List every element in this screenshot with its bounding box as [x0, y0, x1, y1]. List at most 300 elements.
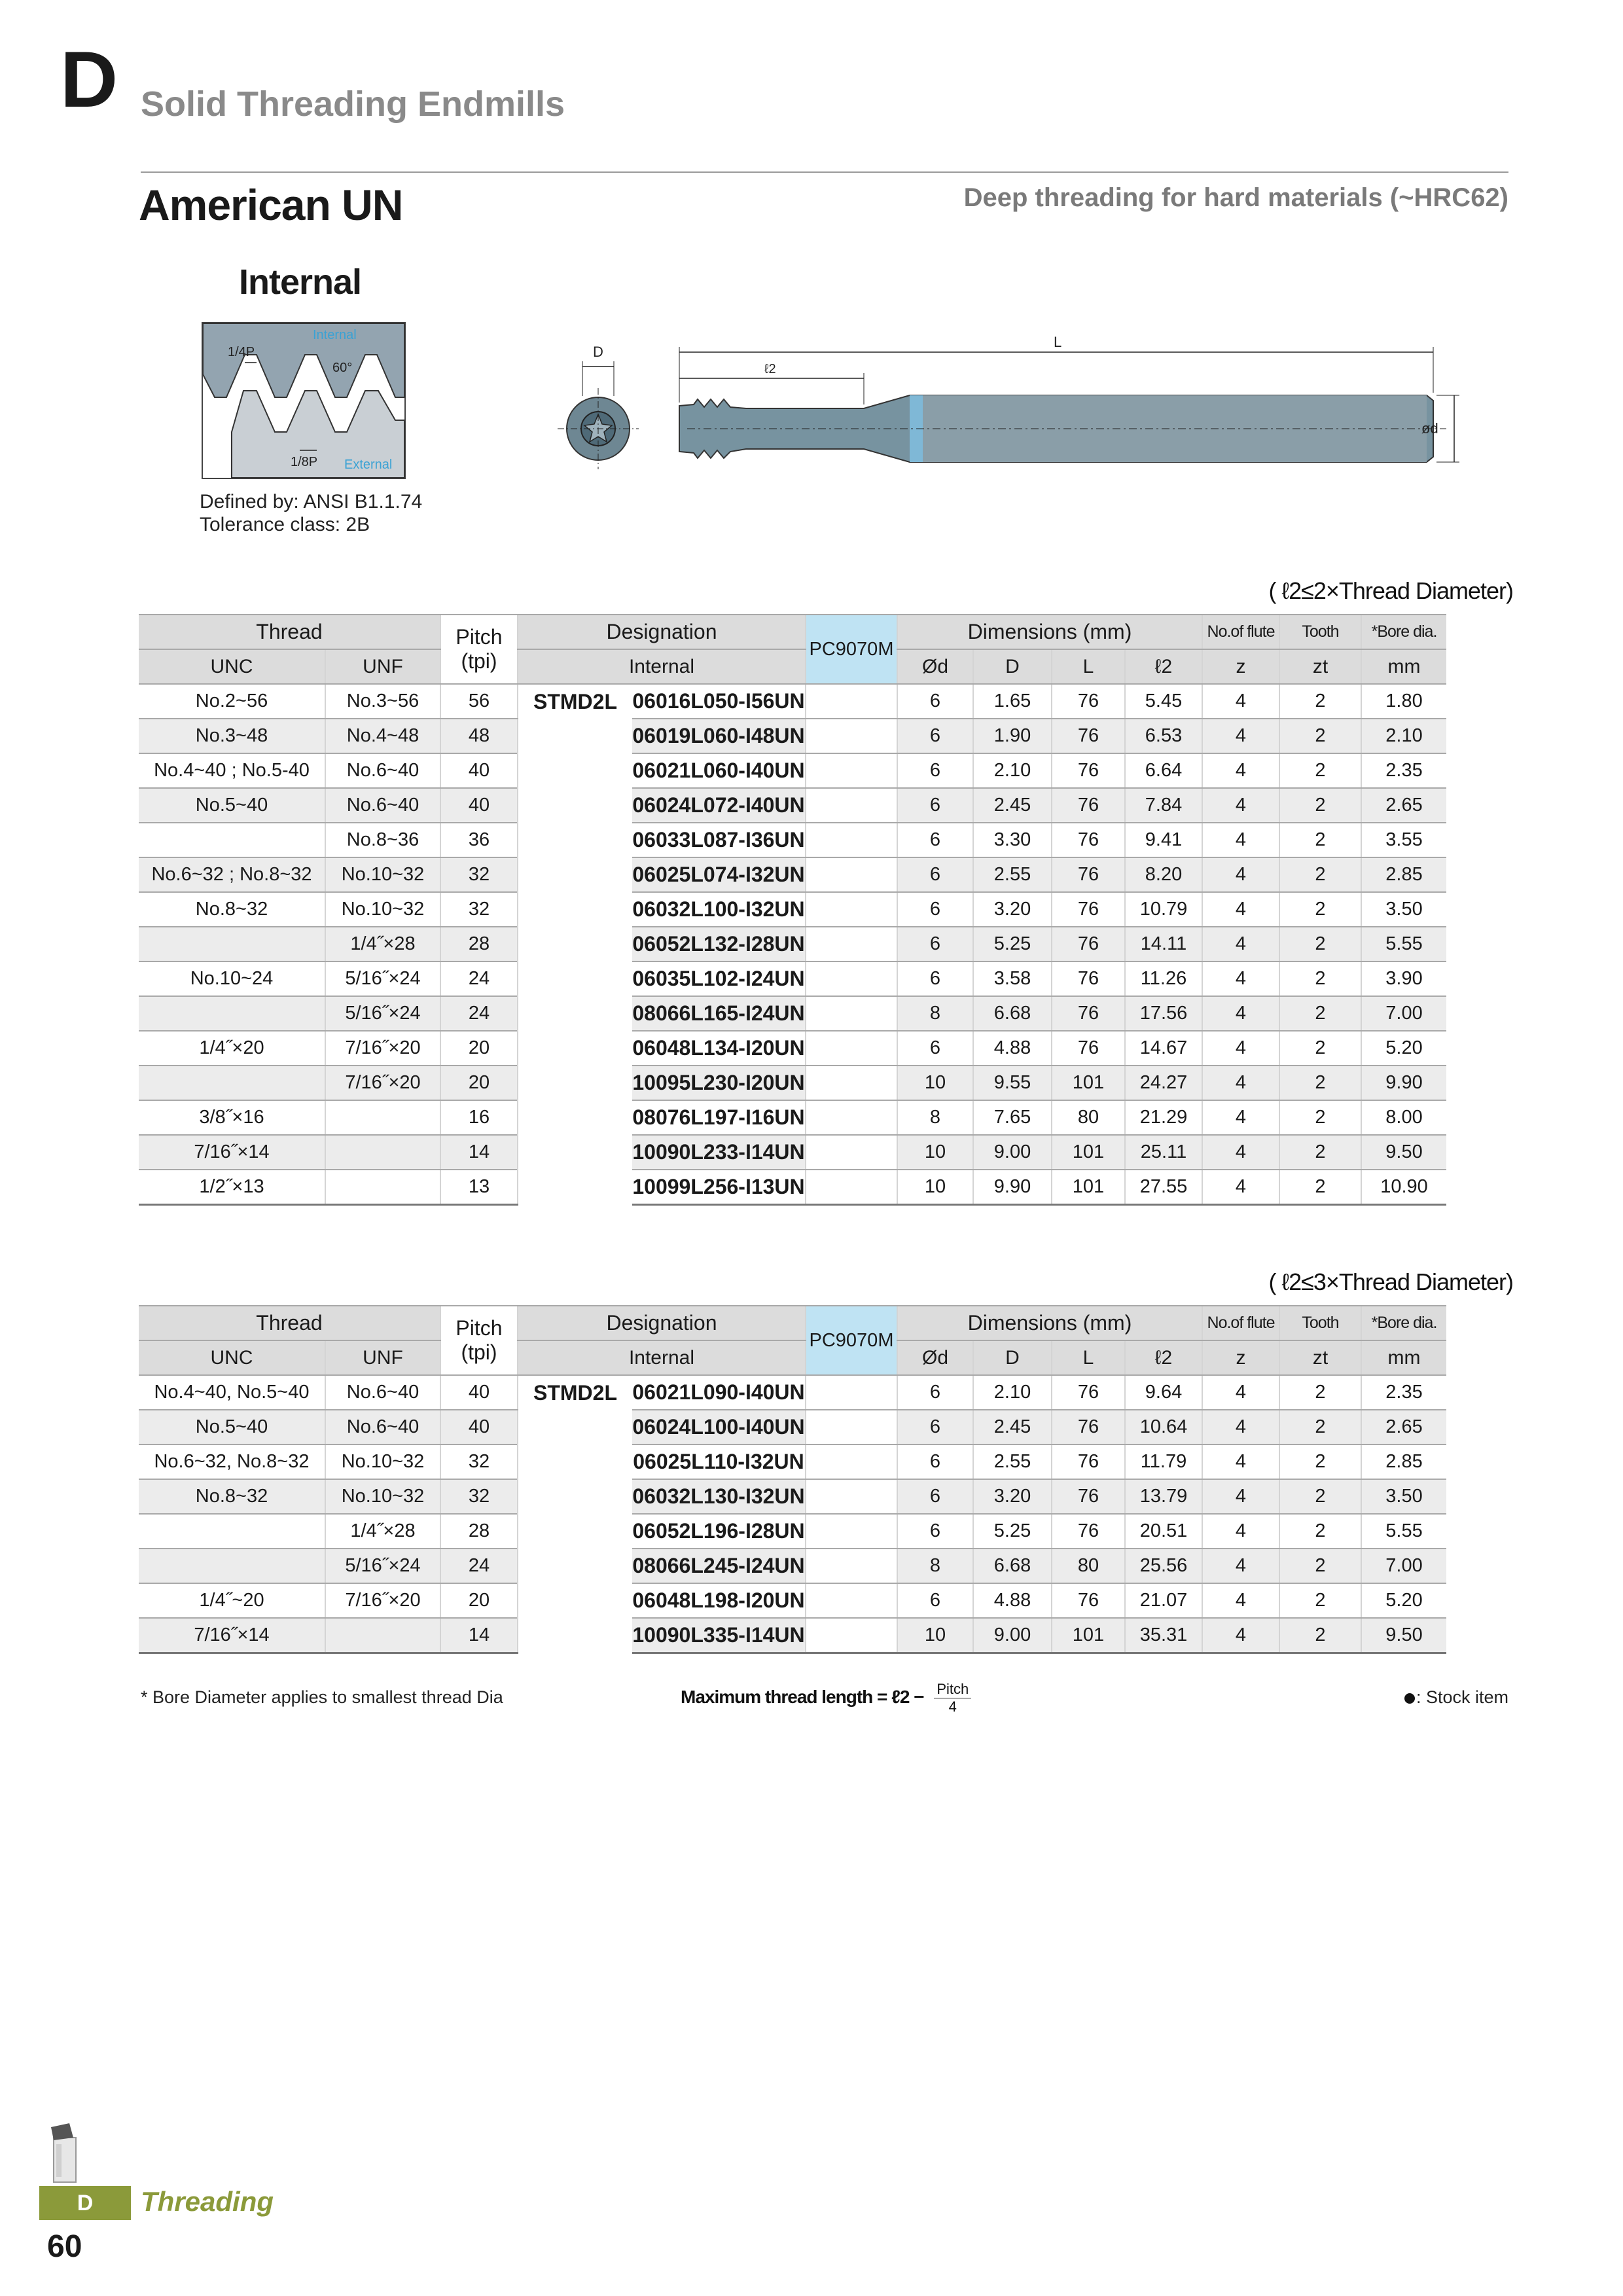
- pitch-cell: 14: [440, 1618, 518, 1653]
- zt-cell: 2: [1279, 788, 1361, 823]
- zt-cell: 2: [1279, 1549, 1361, 1583]
- stock-indicator-cell: [806, 1100, 897, 1135]
- designation-code-cell: 06024L072-I40UN: [632, 788, 806, 823]
- l-cell: 76: [1052, 892, 1125, 927]
- table-row: [139, 892, 1446, 927]
- unf-cell: No.8~36: [325, 823, 440, 857]
- label-shank-dia: ød: [1421, 420, 1438, 437]
- designation-code-cell: 06025L110-I32UN: [632, 1444, 806, 1479]
- od-cell: 6: [897, 892, 973, 927]
- table-row: [139, 1549, 1446, 1583]
- zt-cell: 2: [1279, 719, 1361, 753]
- bore-cell: 5.20: [1361, 1583, 1446, 1618]
- bore-cell: 9.50: [1361, 1618, 1446, 1653]
- d-cell: 2.10: [973, 753, 1052, 788]
- zt-cell: 2: [1279, 961, 1361, 996]
- unf-cell: No.10~32: [325, 1479, 440, 1514]
- stock-indicator-cell: [806, 823, 897, 857]
- z-cell: 4: [1202, 823, 1279, 857]
- od-cell: 8: [897, 1549, 973, 1583]
- pitch-cell: 20: [440, 1066, 518, 1100]
- l-cell: 76: [1052, 1375, 1125, 1410]
- label-external: External: [344, 457, 393, 472]
- pitch-cell: 24: [440, 1549, 518, 1583]
- od-header: Ød: [897, 649, 973, 684]
- designation-header: Designation: [518, 615, 806, 649]
- od-cell: 6: [897, 1583, 973, 1618]
- unc-cell: No.6~32, No.8~32: [139, 1444, 325, 1479]
- z-cell: 4: [1202, 1031, 1279, 1066]
- end-view: [558, 344, 639, 469]
- unc-cell: 3/8˝×16: [139, 1100, 325, 1135]
- l2-cell: 10.79: [1125, 892, 1202, 927]
- table-row: [139, 1444, 1446, 1479]
- d-cell: 2.45: [973, 1410, 1052, 1444]
- l-cell: 76: [1052, 1031, 1125, 1066]
- od-cell: 6: [897, 823, 973, 857]
- zt-cell: 2: [1279, 1100, 1361, 1135]
- stock-indicator-cell: [806, 1479, 897, 1514]
- z-cell: 4: [1202, 892, 1279, 927]
- unf-cell: 7/16˝×20: [325, 1031, 440, 1066]
- zt-cell: 2: [1279, 823, 1361, 857]
- side-view: [679, 334, 1459, 462]
- label-eighth-pitch: 1/8P: [291, 455, 318, 469]
- thread-header: Thread: [139, 1306, 440, 1340]
- unc-cell: No.8~32: [139, 1479, 325, 1514]
- l-cell: 76: [1052, 996, 1125, 1031]
- l2-header: ℓ2: [1125, 649, 1202, 684]
- bore-cell: 3.55: [1361, 823, 1446, 857]
- table2-condition: ( ℓ2≤3×Thread Diameter): [1268, 1268, 1513, 1295]
- l2-cell: 9.64: [1125, 1375, 1202, 1410]
- od-header: Ød: [897, 1340, 973, 1375]
- unf-cell: 5/16˝×24: [325, 1549, 440, 1583]
- designation-code-cell: 06048L198-I20UN: [632, 1583, 806, 1618]
- pitch-cell: 28: [440, 1514, 518, 1549]
- unc-cell: No.4~40 ; No.5-40: [139, 753, 325, 788]
- unc-cell: 7/16˝×14: [139, 1135, 325, 1170]
- l-cell: 76: [1052, 1479, 1125, 1514]
- z-cell: 4: [1202, 1514, 1279, 1549]
- label-d-cutting: D: [593, 344, 603, 360]
- stock-dot-icon: [1404, 1693, 1415, 1704]
- bore-header: *Bore dia.: [1361, 1306, 1446, 1340]
- unc-cell: No.6~32 ; No.8~32: [139, 857, 325, 892]
- bore-footnote: * Bore Diameter applies to smallest thread Dia: [141, 1687, 503, 1707]
- bore-cell: 2.35: [1361, 753, 1446, 788]
- unc-cell: 1/4˝×20: [139, 1031, 325, 1066]
- d-cell: 6.68: [973, 1549, 1052, 1583]
- pitch-cell: 32: [440, 1479, 518, 1514]
- l-cell: 76: [1052, 1514, 1125, 1549]
- label-l2: ℓ2: [764, 362, 776, 376]
- table-row: [139, 927, 1446, 961]
- unf-cell: 7/16˝×20: [325, 1583, 440, 1618]
- zt-cell: 2: [1279, 1170, 1361, 1205]
- unc-cell: No.4~40, No.5~40: [139, 1375, 325, 1410]
- stock-indicator-cell: [806, 684, 897, 719]
- stock-indicator-cell: [806, 927, 897, 961]
- designation-code-cell: 10095L230-I20UN: [632, 1066, 806, 1100]
- table-row: [139, 753, 1446, 788]
- od-cell: 6: [897, 753, 973, 788]
- label-internal: Internal: [313, 328, 357, 342]
- l2-cell: 14.67: [1125, 1031, 1202, 1066]
- stock-legend-text: : Stock item: [1416, 1687, 1508, 1707]
- od-cell: 6: [897, 961, 973, 996]
- designation-code-cell: 06052L196-I28UN: [632, 1514, 806, 1549]
- table1-condition: ( ℓ2≤2×Thread Diameter): [1268, 577, 1513, 604]
- bore-cell: 1.80: [1361, 684, 1446, 719]
- pitch-cell: 16: [440, 1100, 518, 1135]
- od-cell: 6: [897, 857, 973, 892]
- pitch-cell: 32: [440, 857, 518, 892]
- stock-indicator-cell: [806, 1170, 897, 1205]
- bore-cell: 5.55: [1361, 1514, 1446, 1549]
- unc-cell: [139, 1549, 325, 1583]
- zt-cell: 2: [1279, 684, 1361, 719]
- unf-cell: [325, 1135, 440, 1170]
- designation-code-cell: 06032L130-I32UN: [632, 1479, 806, 1514]
- l2-cell: 21.29: [1125, 1100, 1202, 1135]
- l2-cell: 27.55: [1125, 1170, 1202, 1205]
- z-cell: 4: [1202, 684, 1279, 719]
- od-cell: 6: [897, 1444, 973, 1479]
- dimensions-header: Dimensions (mm): [897, 1306, 1202, 1340]
- grade-header: PC9070M: [806, 615, 897, 684]
- table-row: [139, 788, 1446, 823]
- table-row: [139, 996, 1446, 1031]
- l2-cell: 11.79: [1125, 1444, 1202, 1479]
- stock-indicator-cell: [806, 961, 897, 996]
- thread-profile-diagram: [202, 322, 406, 479]
- zt-cell: 2: [1279, 857, 1361, 892]
- table-row: [139, 1479, 1446, 1514]
- z-cell: 4: [1202, 1583, 1279, 1618]
- bore-cell: 9.50: [1361, 1135, 1446, 1170]
- designation-code-cell: 08066L245-I24UN: [632, 1549, 806, 1583]
- flutes-header: No.of flute: [1202, 615, 1279, 649]
- bore-cell: 2.65: [1361, 788, 1446, 823]
- table-row: [139, 1100, 1446, 1135]
- l2-cell: 5.45: [1125, 684, 1202, 719]
- table-row: [139, 1583, 1446, 1618]
- section-label: Threading: [141, 2186, 274, 2217]
- pitch-cell: 56: [440, 684, 518, 719]
- l2-cell: 7.84: [1125, 788, 1202, 823]
- thread-header: Thread: [139, 615, 440, 649]
- l2-header: ℓ2: [1125, 1340, 1202, 1375]
- label-length: L: [1054, 334, 1062, 350]
- d-cell: 2.55: [973, 857, 1052, 892]
- internal-header: Internal: [518, 1340, 806, 1375]
- max-thread-length-formula: [681, 1681, 971, 1715]
- l-cell: 101: [1052, 1170, 1125, 1205]
- l2-cell: 35.31: [1125, 1618, 1202, 1653]
- grade-header: PC9070M: [806, 1306, 897, 1375]
- z-cell: 4: [1202, 996, 1279, 1031]
- table-row: [139, 684, 1446, 719]
- l-cell: 101: [1052, 1066, 1125, 1100]
- table-row: [139, 1514, 1446, 1549]
- l2-cell: 13.79: [1125, 1479, 1202, 1514]
- l-header: L: [1052, 1340, 1125, 1375]
- zt-header: zt: [1279, 649, 1361, 684]
- stock-legend: [1404, 1687, 1508, 1708]
- z-cell: 4: [1202, 961, 1279, 996]
- page-subtitle: Deep threading for hard materials (~HRC62): [963, 183, 1508, 212]
- l-cell: 76: [1052, 857, 1125, 892]
- unc-cell: No.8~32: [139, 892, 325, 927]
- designation-code-cell: 06052L132-I28UN: [632, 927, 806, 961]
- stock-indicator-cell: [806, 892, 897, 927]
- tooth-header: Tooth: [1279, 1306, 1361, 1340]
- d-cell: 3.20: [973, 1479, 1052, 1514]
- pitch-cell: 24: [440, 996, 518, 1031]
- l-cell: 76: [1052, 788, 1125, 823]
- tooth-header: Tooth: [1279, 615, 1361, 649]
- bore-cell: 7.00: [1361, 1549, 1446, 1583]
- section-tab[interactable]: D: [39, 2186, 131, 2220]
- label-quarter-pitch: 1/4P: [228, 345, 255, 359]
- unf-cell: No.10~32: [325, 857, 440, 892]
- l2-cell: 6.53: [1125, 719, 1202, 753]
- pitch-cell: 24: [440, 961, 518, 996]
- d-cell: 1.65: [973, 684, 1052, 719]
- od-cell: 6: [897, 927, 973, 961]
- z-cell: 4: [1202, 1375, 1279, 1410]
- l-cell: 80: [1052, 1549, 1125, 1583]
- pitch-cell: 32: [440, 1444, 518, 1479]
- l-cell: 76: [1052, 1444, 1125, 1479]
- pitch-cell: 32: [440, 892, 518, 927]
- table-3xd: [139, 1305, 1446, 1654]
- d-cell: 6.68: [973, 996, 1052, 1031]
- d-cell: 2.45: [973, 788, 1052, 823]
- stock-indicator-cell: [806, 1583, 897, 1618]
- z-header: z: [1202, 1340, 1279, 1375]
- bore-cell: 2.35: [1361, 1375, 1446, 1410]
- unc-cell: No.5~40: [139, 1410, 325, 1444]
- unf-header: UNF: [325, 1340, 440, 1375]
- label-angle: 60°: [332, 361, 353, 375]
- mm-header: mm: [1361, 1340, 1446, 1375]
- d-cell: 1.90: [973, 719, 1052, 753]
- pitch-cell: 40: [440, 1410, 518, 1444]
- designation-code-cell: 06019L060-I48UN: [632, 719, 806, 753]
- unf-cell: No.6~40: [325, 788, 440, 823]
- z-cell: 4: [1202, 753, 1279, 788]
- bore-cell: 2.85: [1361, 1444, 1446, 1479]
- designation-code-cell: 10090L233-I14UN: [632, 1135, 806, 1170]
- l-cell: 101: [1052, 1135, 1125, 1170]
- stock-indicator-cell: [806, 1444, 897, 1479]
- zt-cell: 2: [1279, 1031, 1361, 1066]
- od-cell: 6: [897, 1410, 973, 1444]
- bore-cell: 2.65: [1361, 1410, 1446, 1444]
- unf-cell: 5/16˝×24: [325, 961, 440, 996]
- designation-code-cell: 06016L050-I56UN: [632, 684, 806, 719]
- unc-cell: No.3~48: [139, 719, 325, 753]
- stock-indicator-cell: [806, 996, 897, 1031]
- stock-indicator-cell: [806, 1549, 897, 1583]
- bore-header: *Bore dia.: [1361, 615, 1446, 649]
- d-cell: 4.88: [973, 1583, 1052, 1618]
- formula-text: Maximum thread length = ℓ2 −: [681, 1686, 924, 1707]
- table-row: [139, 1410, 1446, 1444]
- z-cell: 4: [1202, 1618, 1279, 1653]
- brand-cell: STMD2L: [518, 1375, 632, 1653]
- l-cell: 76: [1052, 1410, 1125, 1444]
- zt-cell: 2: [1279, 1514, 1361, 1549]
- l-cell: 76: [1052, 684, 1125, 719]
- designation-code-cell: 06025L074-I32UN: [632, 857, 806, 892]
- brand-cell: STMD2L: [518, 684, 632, 1205]
- unc-header: UNC: [139, 649, 325, 684]
- od-cell: 6: [897, 719, 973, 753]
- od-cell: 6: [897, 684, 973, 719]
- section-letter: D: [60, 35, 118, 124]
- l2-cell: 11.26: [1125, 961, 1202, 996]
- formula-denominator: 4: [948, 1698, 957, 1715]
- unf-cell: No.4~48: [325, 719, 440, 753]
- unf-cell: 5/16˝×24: [325, 996, 440, 1031]
- l2-cell: 25.11: [1125, 1135, 1202, 1170]
- bore-cell: 3.90: [1361, 961, 1446, 996]
- stock-indicator-cell: [806, 753, 897, 788]
- bore-cell: 2.10: [1361, 719, 1446, 753]
- designation-code-cell: 06021L060-I40UN: [632, 753, 806, 788]
- table-row: [139, 1066, 1446, 1100]
- d-cell: 3.58: [973, 961, 1052, 996]
- designation-code-cell: 06035L102-I24UN: [632, 961, 806, 996]
- designation-code-cell: 10090L335-I14UN: [632, 1618, 806, 1653]
- zt-cell: 2: [1279, 996, 1361, 1031]
- zt-cell: 2: [1279, 1479, 1361, 1514]
- d-cell: 9.90: [973, 1170, 1052, 1205]
- pitch-cell: 20: [440, 1031, 518, 1066]
- d-cell: 3.20: [973, 892, 1052, 927]
- zt-cell: 2: [1279, 1410, 1361, 1444]
- l2-cell: 21.07: [1125, 1583, 1202, 1618]
- section-title: Solid Threading Endmills: [141, 84, 565, 124]
- endmill-drawing: [556, 327, 1459, 478]
- table-row: [139, 719, 1446, 753]
- bore-cell: 7.00: [1361, 996, 1446, 1031]
- tolerance-note: Tolerance class: 2B: [200, 514, 370, 535]
- zt-cell: 2: [1279, 1066, 1361, 1100]
- z-cell: 4: [1202, 857, 1279, 892]
- d-cell: 5.25: [973, 927, 1052, 961]
- pitch-header: [440, 615, 518, 684]
- z-cell: 4: [1202, 1170, 1279, 1205]
- unc-header: UNC: [139, 1340, 325, 1375]
- designation-code-cell: 06021L090-I40UN: [632, 1375, 806, 1410]
- table-row: [139, 823, 1446, 857]
- l2-cell: 8.20: [1125, 857, 1202, 892]
- unc-cell: [139, 1514, 325, 1549]
- unf-cell: No.6~40: [325, 753, 440, 788]
- bore-cell: 10.90: [1361, 1170, 1446, 1205]
- stock-indicator-cell: [806, 1066, 897, 1100]
- stock-indicator-cell: [806, 1375, 897, 1410]
- z-cell: 4: [1202, 927, 1279, 961]
- stock-indicator-cell: [806, 788, 897, 823]
- od-cell: 6: [897, 1375, 973, 1410]
- zt-cell: 2: [1279, 1375, 1361, 1410]
- page-number: 60: [47, 2229, 82, 2264]
- unf-cell: No.3~56: [325, 684, 440, 719]
- unf-cell: 7/16˝×20: [325, 1066, 440, 1100]
- pitch-cell: 13: [440, 1170, 518, 1205]
- d-cell: 4.88: [973, 1031, 1052, 1066]
- z-cell: 4: [1202, 719, 1279, 753]
- designation-code-cell: 10099L256-I13UN: [632, 1170, 806, 1205]
- designation-code-cell: 06024L100-I40UN: [632, 1410, 806, 1444]
- stock-indicator-cell: [806, 1031, 897, 1066]
- pitch-cell: 28: [440, 927, 518, 961]
- unc-cell: [139, 996, 325, 1031]
- zt-header: zt: [1279, 1340, 1361, 1375]
- zt-cell: 2: [1279, 753, 1361, 788]
- bore-cell: 5.20: [1361, 1031, 1446, 1066]
- stock-indicator-cell: [806, 719, 897, 753]
- l-cell: 76: [1052, 753, 1125, 788]
- unf-cell: [325, 1618, 440, 1653]
- table-2xd: [139, 614, 1446, 1206]
- stock-indicator-cell: [806, 1514, 897, 1549]
- unf-cell: [325, 1170, 440, 1205]
- tool-holder-icon: [43, 2121, 85, 2183]
- table-row: [139, 1170, 1446, 1205]
- od-cell: 10: [897, 1066, 973, 1100]
- stock-indicator-cell: [806, 1618, 897, 1653]
- z-cell: 4: [1202, 1549, 1279, 1583]
- l-cell: 76: [1052, 927, 1125, 961]
- l2-cell: 10.64: [1125, 1410, 1202, 1444]
- z-cell: 4: [1202, 788, 1279, 823]
- unf-cell: No.6~40: [325, 1410, 440, 1444]
- table-row: [139, 1031, 1446, 1066]
- pitch-header: [440, 1306, 518, 1375]
- d-cell: 2.55: [973, 1444, 1052, 1479]
- stock-indicator-cell: [806, 1410, 897, 1444]
- l-header: L: [1052, 649, 1125, 684]
- designation-code-cell: 08066L165-I24UN: [632, 996, 806, 1031]
- d-cell: 9.00: [973, 1135, 1052, 1170]
- d-cell: 9.00: [973, 1618, 1052, 1653]
- od-cell: 8: [897, 996, 973, 1031]
- unf-cell: No.10~32: [325, 892, 440, 927]
- z-cell: 4: [1202, 1410, 1279, 1444]
- d-cell: 2.10: [973, 1375, 1052, 1410]
- bore-cell: 5.55: [1361, 927, 1446, 961]
- unc-cell: [139, 823, 325, 857]
- formula-numerator: Pitch: [934, 1681, 971, 1698]
- zt-cell: 2: [1279, 1583, 1361, 1618]
- unf-cell: 1/4˝×28: [325, 1514, 440, 1549]
- designation-code-cell: 06033L087-I36UN: [632, 823, 806, 857]
- internal-header: Internal: [518, 649, 806, 684]
- l2-cell: 17.56: [1125, 996, 1202, 1031]
- od-cell: 8: [897, 1100, 973, 1135]
- unf-cell: No.6~40: [325, 1375, 440, 1410]
- pitch-cell: 48: [440, 719, 518, 753]
- unc-cell: 1/2˝×13: [139, 1170, 325, 1205]
- zt-cell: 2: [1279, 927, 1361, 961]
- unc-cell: [139, 1066, 325, 1100]
